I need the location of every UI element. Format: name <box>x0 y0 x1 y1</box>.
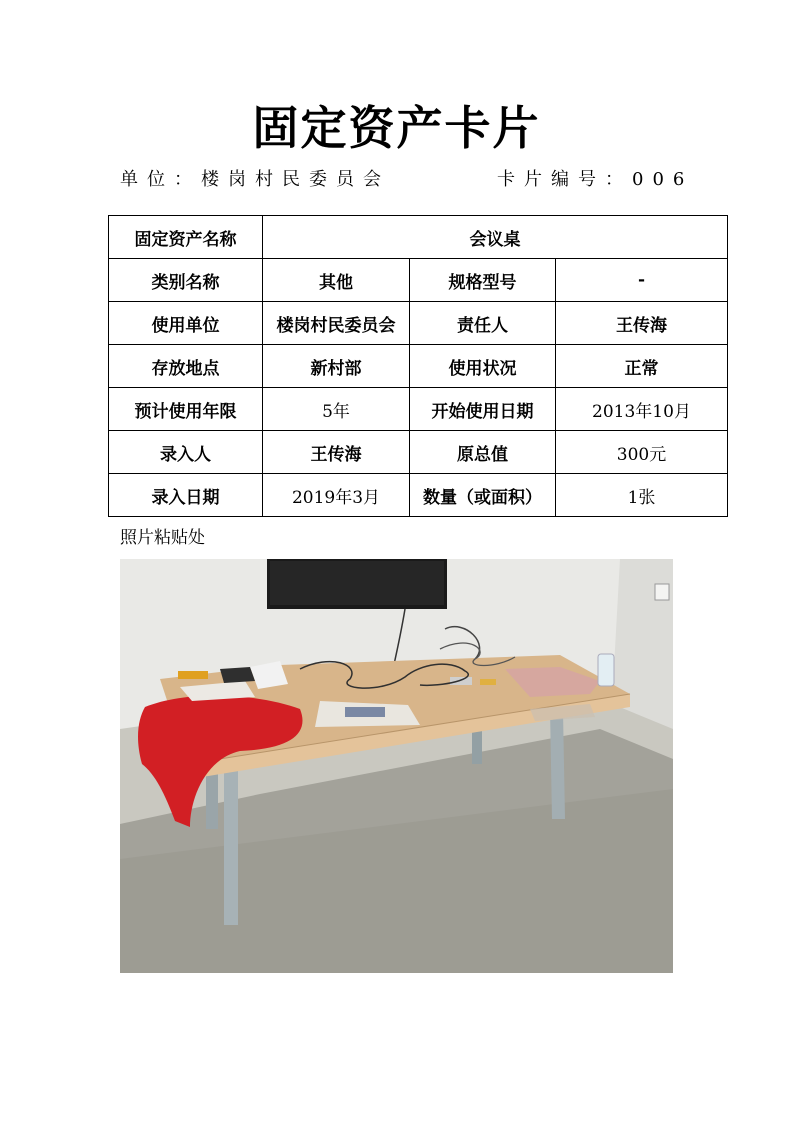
table-row <box>109 345 728 388</box>
water-bottle <box>598 654 614 686</box>
photo-label: 照片粘贴处 <box>120 528 205 548</box>
unit-label: 单位： <box>120 169 201 190</box>
row-value: 王传海 <box>556 302 728 345</box>
page-title: 固定资产卡片 <box>252 101 541 155</box>
row-label: 录入日期 <box>109 474 263 517</box>
row-label: 类别名称 <box>109 259 263 302</box>
table-leg <box>550 709 565 819</box>
row-value: 新村部 <box>263 345 410 388</box>
row-value: 1张 <box>556 474 728 517</box>
row-label: 数量（或面积） <box>410 474 556 517</box>
table-row <box>109 302 728 345</box>
table-photo <box>120 559 673 973</box>
table-row <box>109 388 728 431</box>
row-value: 2019年3月 <box>263 474 410 517</box>
row-value: 300元 <box>556 431 728 474</box>
row-label: 录入人 <box>109 431 263 474</box>
table-leg <box>206 769 218 829</box>
row-label: 责任人 <box>410 302 556 345</box>
table-row <box>109 474 728 517</box>
table-row <box>109 431 728 474</box>
row-value: 其他 <box>263 259 410 302</box>
row-label: 规格型号 <box>410 259 556 302</box>
row-value: 5年 <box>263 388 410 431</box>
table-leg <box>224 767 238 925</box>
row-value: 2013年10月 <box>556 388 728 431</box>
row-value: 楼岗村民委员会 <box>263 302 410 345</box>
card-number-value: 006 <box>632 169 694 190</box>
card-number-label: 卡片编号： <box>497 169 632 190</box>
asset-name-value: 会议桌 <box>263 216 728 259</box>
asset-name-label: 固定资产名称 <box>109 216 263 259</box>
row-value: 王传海 <box>263 431 410 474</box>
card-number-line <box>497 168 693 192</box>
unit-line <box>120 168 390 192</box>
row-label: 使用状况 <box>410 345 556 388</box>
row-label: 原总值 <box>410 431 556 474</box>
row-label: 预计使用年限 <box>109 388 263 431</box>
unit-value: 楼岗村民委员会 <box>201 169 390 190</box>
row-value: - <box>556 259 728 302</box>
row-label: 使用单位 <box>109 302 263 345</box>
table-row <box>109 216 728 259</box>
table-row <box>109 259 728 302</box>
row-label: 存放地点 <box>109 345 263 388</box>
row-label: 开始使用日期 <box>410 388 556 431</box>
asset-card-table <box>108 215 728 517</box>
row-value: 正常 <box>556 345 728 388</box>
